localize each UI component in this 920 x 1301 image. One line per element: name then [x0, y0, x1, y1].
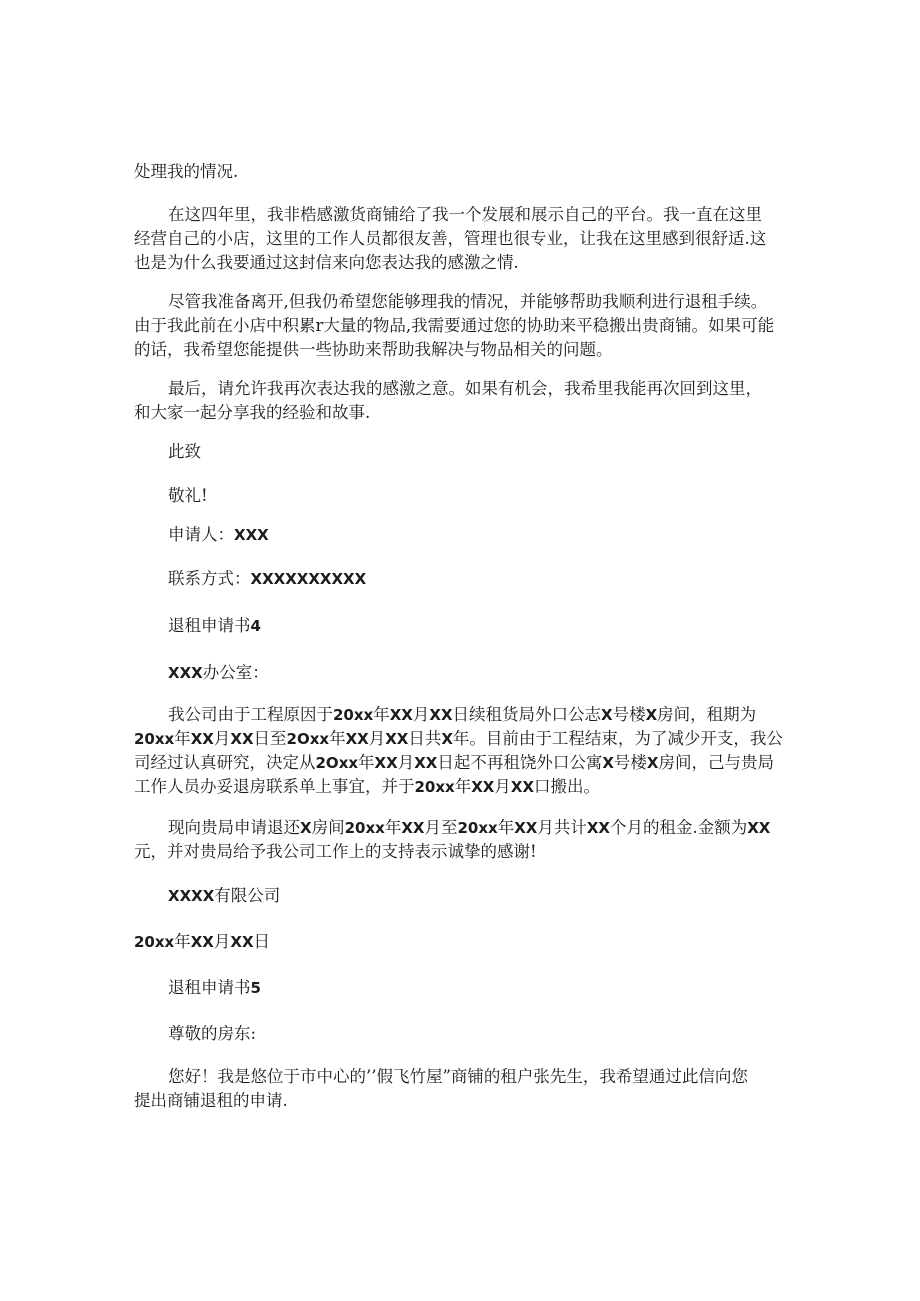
text-line: [134, 751, 794, 775]
addressee-line: [168, 661, 828, 685]
text-run: 工作人员办妥退房联系单上事宜，并于: [134, 777, 415, 796]
continued-line: 处理我的情况.: [134, 162, 239, 181]
placeholder-code: XX: [190, 933, 214, 951]
placeholder-code: XX: [429, 706, 453, 724]
text-line: 的话，我希望您能提供一些协助来帮助我解决与物品相关的问题。: [134, 340, 613, 359]
placeholder-code: 20xx: [344, 819, 385, 837]
company-signature: [168, 884, 828, 908]
text-line: 您好！我是悠位于市中心的’’假飞竹屋”商铺的租户张先生，我希望通过此信向您: [168, 1067, 748, 1086]
applicant-line: [168, 523, 828, 547]
text-line: 最后，请允许我再次表达我的感激之意。如果有机会，我希里我能再次回到这里，: [168, 379, 762, 398]
text-run: 月: [494, 777, 511, 796]
placeholder-code: 20xx: [414, 778, 455, 796]
addressee-text: 办公室：: [202, 663, 269, 682]
text-run: 号楼: [612, 705, 646, 724]
text-line: 由于我此前在小店中积累r大量的物品,我需要通过您的协助来平稳搬出贵商铺。如果可能: [134, 316, 775, 335]
applicant-label: 申请人：: [168, 525, 234, 544]
text-run: 月: [213, 729, 231, 748]
text-run: 年: [174, 932, 191, 951]
text-line: 经营自己的小店，这里的工作人员都很友善，管理也很专业，让我在这里感到很舒适.这: [134, 229, 767, 248]
text-line: [134, 775, 794, 799]
placeholder-code: X: [645, 706, 658, 724]
applicant-value: XXX: [234, 526, 269, 544]
text-run: 房间，租期为: [657, 705, 757, 724]
placeholder-code: XX: [374, 754, 398, 772]
text-run: 年: [497, 818, 515, 837]
text-run: 月: [397, 753, 415, 772]
placeholder-code: XX: [586, 819, 610, 837]
placeholder-code: XX: [230, 730, 254, 748]
text-line: 和大家一起分享我的经验和故事.: [134, 403, 371, 422]
letter-title: [168, 614, 828, 638]
text-run: 现向贵局申请退还: [168, 818, 300, 837]
placeholder-code: XX: [747, 819, 771, 837]
placeholder-code: XX: [401, 819, 425, 837]
text-run: 房间，己与贵局: [658, 753, 774, 772]
placeholder-code: XX: [389, 706, 413, 724]
placeholder-code: X: [300, 819, 312, 837]
placeholder-code: 20xx: [134, 933, 175, 951]
text-run: 日共: [408, 729, 442, 748]
placeholder-code: XX: [345, 730, 369, 748]
text-run: 日: [253, 932, 271, 951]
placeholder-code: 20xx: [333, 706, 374, 724]
text-run: 月共计: [537, 818, 587, 837]
salutation-line: 此致: [168, 442, 201, 461]
text-line: 提出商铺退租的申请.: [134, 1091, 288, 1110]
salutation-line: 敬礼!: [168, 486, 208, 505]
text-run: 年。目前由于工程结束，为了减少开支，我公: [452, 729, 783, 748]
text-line: [168, 816, 828, 840]
placeholder-code: XX: [230, 933, 254, 951]
placeholder-code: XX: [514, 819, 538, 837]
placeholder-code: 2Oxx: [286, 730, 330, 748]
text-run: 月: [368, 729, 386, 748]
text-run: 年: [329, 729, 346, 748]
placeholder-code: XX: [471, 778, 495, 796]
contact-value: XXXXXXXXXX: [250, 570, 367, 588]
placeholder-code: X: [646, 754, 659, 772]
text-run: 有限公司: [214, 886, 281, 905]
text-run: 月至: [424, 818, 458, 837]
title-number: 5: [250, 979, 261, 997]
text-run: 年: [174, 729, 191, 748]
text-line: 在这四年里，我非梏感激货商铺给了我一个发展和展示自己的平台。我一直在这里: [168, 205, 762, 224]
text-run: 房间: [311, 818, 345, 837]
placeholder-code: XX: [510, 778, 535, 796]
signature-date: [134, 930, 794, 954]
text-run: 日至: [253, 729, 287, 748]
contact-line: [168, 567, 828, 591]
placeholder-code: 20xx: [457, 819, 498, 837]
text-line: 尽管我准备离开,但我仍希望您能够理我的情况，并能够帮助我顺利进行退租手续。: [168, 292, 768, 311]
placeholder-code: X: [601, 706, 613, 724]
placeholder-code: XXXX: [168, 887, 215, 905]
addressee-code: XXX: [168, 664, 203, 682]
text-run: 司经过认真研究，决定从: [134, 753, 316, 772]
contact-label: 联系方式：: [168, 569, 251, 588]
title-text: 退租申请书: [168, 978, 251, 997]
text-run: 月: [412, 705, 430, 724]
text-run: 月: [213, 932, 231, 951]
placeholder-code: X: [602, 754, 614, 772]
text-run: 口搬出。: [534, 777, 601, 796]
text-run: 日起不再租饶外口公寓: [437, 753, 603, 772]
placeholder-code: XX: [414, 754, 438, 772]
text-line: 也是为什么我要通过这封信来向您表达我的感激之情.: [134, 253, 519, 272]
placeholder-code: XX: [385, 730, 409, 748]
title-text: 退租申请书: [168, 616, 251, 635]
placeholder-code: 2Oxx: [315, 754, 359, 772]
text-line: [168, 703, 828, 727]
text-run: 号楼: [613, 753, 647, 772]
text-run: 元，并对贵局给予我公司工作上的支持表示诚挚的感谢!: [134, 842, 537, 861]
text-run: 我公司由于工程原因于: [168, 705, 333, 724]
letter-title: [168, 976, 828, 1000]
text-line: [134, 727, 794, 751]
text-run: 年: [384, 818, 402, 837]
placeholder-code: 20xx: [134, 730, 175, 748]
placeholder-code: XX: [190, 730, 214, 748]
title-number: 4: [250, 617, 261, 635]
placeholder-code: X: [441, 730, 453, 748]
text-run: 个月的租金.金额为: [609, 818, 748, 837]
salutation-landlord: 尊敬的房东:: [168, 1024, 257, 1043]
text-run: 年: [454, 777, 472, 796]
text-run: 年: [358, 753, 375, 772]
text-run: 日续租货局外口公志: [452, 705, 602, 724]
text-line: [134, 840, 794, 864]
text-run: 年: [373, 705, 390, 724]
